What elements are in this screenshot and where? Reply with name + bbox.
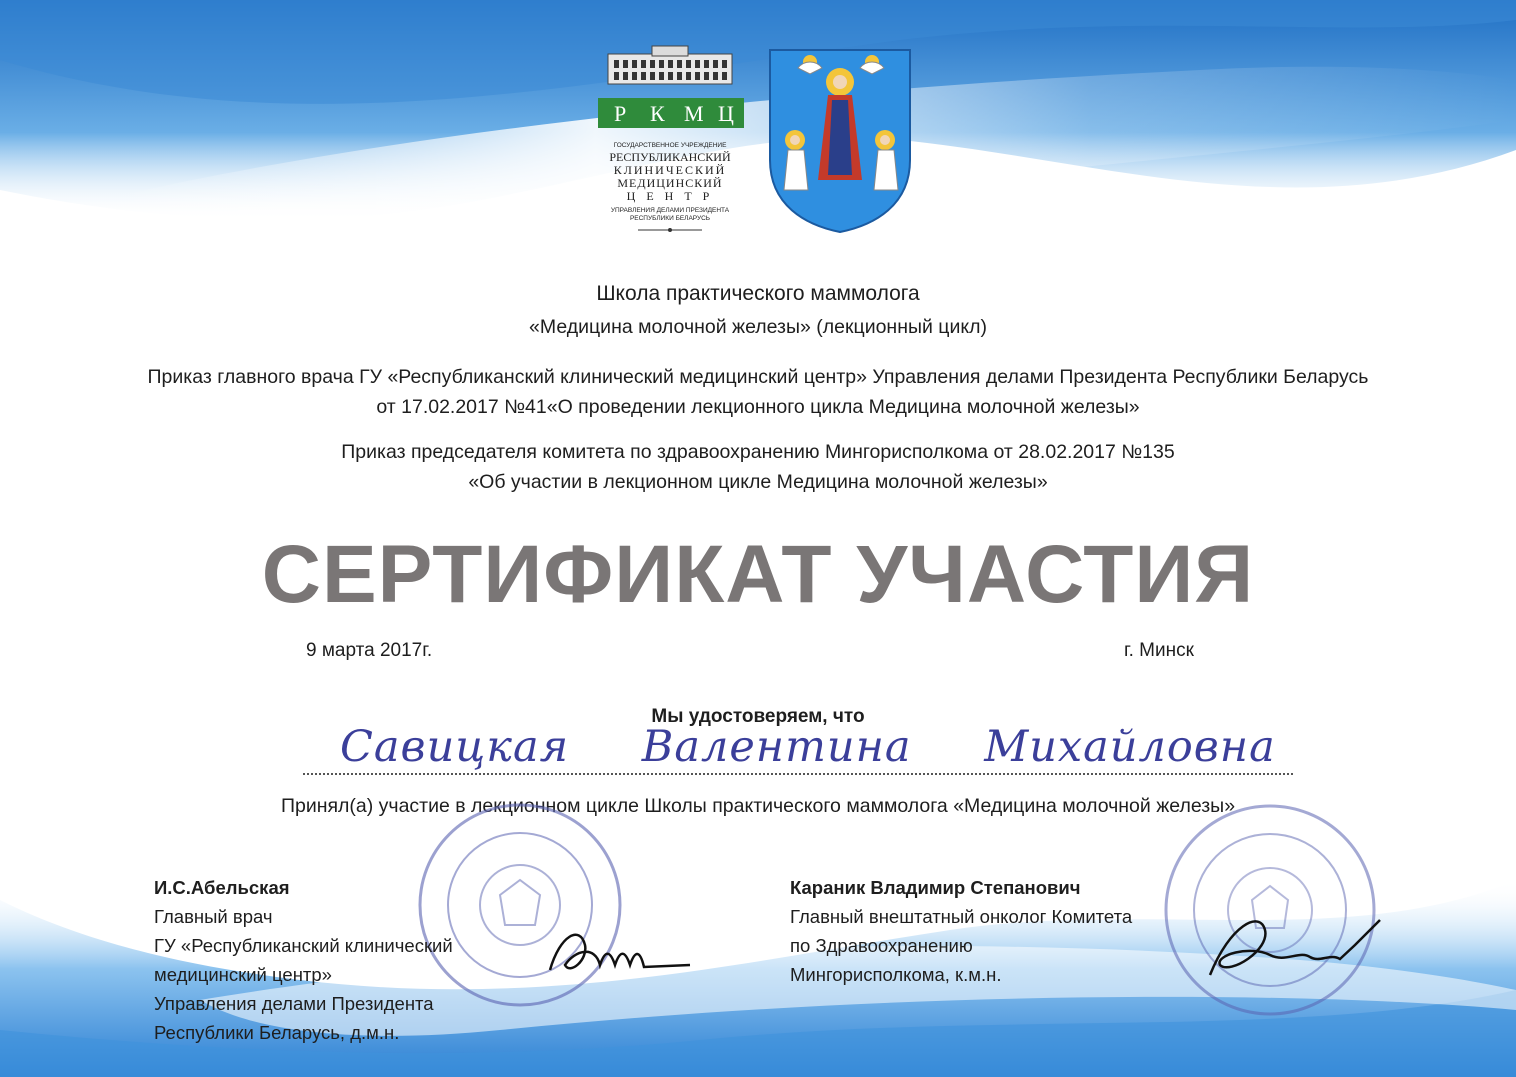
logo-line3: МЕДИЦИНСКИЙ [617, 176, 723, 190]
signatory-right [790, 873, 1132, 989]
signatory-left [154, 873, 453, 1047]
signatory-right-name: Караник Владимир Степанович [790, 877, 1081, 898]
logo-letter-r: Р [614, 101, 627, 126]
left-signature [540, 915, 700, 985]
logo-line4: Ц Е Н Т Р [626, 189, 714, 203]
signatory-right-line3: Мингорисполкома, к.м.н. [790, 964, 1002, 985]
issue-city: г. Минск [1124, 640, 1194, 661]
signatory-right-line2: по Здравоохранению [790, 935, 973, 956]
participation-text: Принял(а) участие в лекционном цикле Школы практического маммолога «Медицина молочной железы» [280, 795, 1236, 817]
logo-letter-ts: Ц [718, 101, 734, 126]
signatory-left-line4: Управления делами Президента [154, 993, 434, 1014]
signatory-left-line2: ГУ «Республиканский клинический [154, 935, 453, 956]
logo-area [590, 40, 930, 240]
order-2-line-2: «Об участии в лекционном цикле Медицина молочной железы» [468, 471, 1048, 493]
course-title: «Медицина молочной железы» (лекционный цикл) [529, 316, 987, 338]
order-2 [0, 437, 1516, 497]
order-1-line-1: Приказ главного врача ГУ «Республиканский клинический медицинский центр» Управления делами Президента Республики Беларусь [147, 366, 1369, 388]
logo-prefix: ГОСУДАРСТВЕННОЕ УЧРЕЖДЕНИЕ [613, 142, 727, 149]
order-2-line-1: Приказ председателя комитета по здравоохранению Мингорисполкома от 28.02.2017 №135 [341, 441, 1175, 463]
order-1 [0, 362, 1516, 422]
logo-line6: РЕСПУБЛИКИ БЕЛАРУСЬ [629, 215, 711, 222]
signatory-left-line3: медицинский центр» [154, 964, 332, 985]
school-title: Школа практического маммолога [596, 282, 920, 305]
logo-letter-k: К [650, 101, 665, 126]
signatory-left-name: И.С.Абельская [154, 877, 290, 898]
certify-text: Мы удостоверяем, что [651, 706, 865, 727]
logo-line5: УПРАВЛЕНИЯ ДЕЛАМИ ПРЕЗИДЕНТА [610, 207, 730, 214]
coat-of-arms-icon [770, 50, 910, 232]
certificate-title: СЕРТИФИКАТ УЧАСТИЯ [261, 529, 1255, 620]
rkmc-logo [590, 40, 930, 240]
participant-name-handwritten: Савицкая Валентина Михайловна [340, 722, 1276, 772]
order-1-line-2: от 17.02.2017 №41«О проведении лекционного цикла Медицина молочной железы» [376, 396, 1140, 418]
issue-date: 9 марта 2017г. [306, 640, 433, 661]
logo-line2: КЛИНИЧЕСКИЙ [613, 163, 727, 177]
right-signature [1190, 905, 1390, 995]
logo-line1: РЕСПУБЛИКАНСКИЙ [609, 150, 731, 164]
signatory-left-line5: Республики Беларусь, д.м.н. [154, 1022, 400, 1043]
signatory-left-line1: Главный врач [154, 906, 273, 927]
logo-letter-m: М [684, 101, 704, 126]
signatory-right-line1: Главный внештатный онколог Комитета [790, 906, 1133, 927]
